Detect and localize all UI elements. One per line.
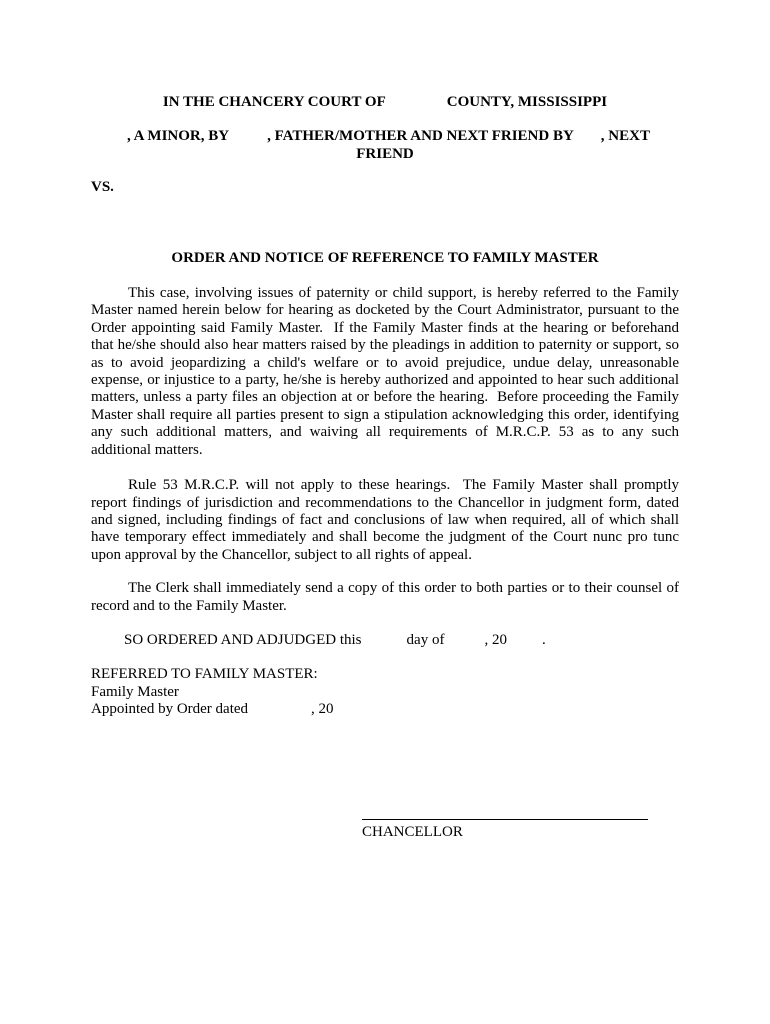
court-header-state-text: COUNTY, MISSISSIPPI (446, 94, 608, 110)
court-header-line (91, 94, 679, 111)
appointed-year-text: , 20 (311, 701, 334, 718)
blank-county-name (386, 105, 447, 106)
caption-next-text: , NEXT (600, 128, 650, 145)
appointed-text: Appointed by Order dated (91, 701, 249, 718)
so-ordered-text: SO ORDERED AND ADJUDGED this (124, 631, 362, 648)
case-caption-line1 (91, 128, 679, 145)
document-title: ORDER AND NOTICE OF REFERENCE TO FAMILY MASTER (171, 249, 599, 266)
family-master-label: Family Master (91, 683, 179, 700)
year-prefix-text: , 20 (484, 631, 507, 648)
blank-day (362, 643, 407, 644)
appointed-line (91, 701, 679, 718)
blank-order-date (248, 712, 311, 713)
blank-next-friend-name (574, 139, 601, 140)
caption-friend-text: FRIEND (356, 145, 414, 162)
versus-label: VS. (91, 179, 114, 196)
blank-parent-name (229, 139, 267, 140)
period-text: . (541, 631, 546, 648)
paragraph-rule53: Rule 53 M.R.C.P. will not apply to these hearings. The Family Master shall promptly report findings of jurisdiction and recommendations to the Chancellor in judgment form, dated and signed, including findings of fact and conclusions of law when required, all of which shall have temporary effect immediately and shall become the judgment of the Court nunc pro tunc upon approval by the Chancellor, subject to all rights of appeal. (91, 477, 683, 563)
day-of-text: day of (406, 631, 445, 648)
blank-year (507, 643, 542, 644)
paragraph-clerk: The Clerk shall immediately send a copy of this order to both parties or to their counsel of record and to the Family Master. (91, 580, 683, 614)
chancellor-label: CHANCELLOR (362, 823, 463, 840)
so-ordered-line (91, 632, 679, 649)
case-caption-line2 (91, 146, 679, 163)
caption-parent-text: , FATHER/MOTHER AND NEXT FRIEND BY (267, 128, 574, 145)
referred-block (91, 666, 679, 718)
signature-block (362, 819, 648, 841)
blank-month (444, 643, 484, 644)
referred-heading: REFERRED TO FAMILY MASTER: (91, 666, 318, 683)
blank-minor-name (91, 139, 127, 140)
paragraph-referral: This case, involving issues of paternity or child support, is hereby referred to the Family Master named herein below for hearing as docketed by the Court Administrator, pursuant to the Order appointing said Family Master. If the Family Master finds at the hearing or beforehand that he/she should also hear matters raised by the pleadings in addition to paternity or support, so as to avoid jeopardizing a child's welfare or to avoid prejudice, undue delay, unreasonable expense, or injustice to a party, he/she is hereby authorized and appointed to hear such additional matters, unless a party files an objection at or before the hearing. Before proceeding the Family Master shall require all parties present to sign a stipulation acknowledging this order, identifying any such additional matters, and waiving all requirements of M.R.C.P. 53 as to any such additional matters. (91, 285, 683, 458)
court-header-text: IN THE CHANCERY COURT OF (162, 94, 386, 110)
caption-minor-text: , A MINOR, BY (127, 128, 230, 145)
